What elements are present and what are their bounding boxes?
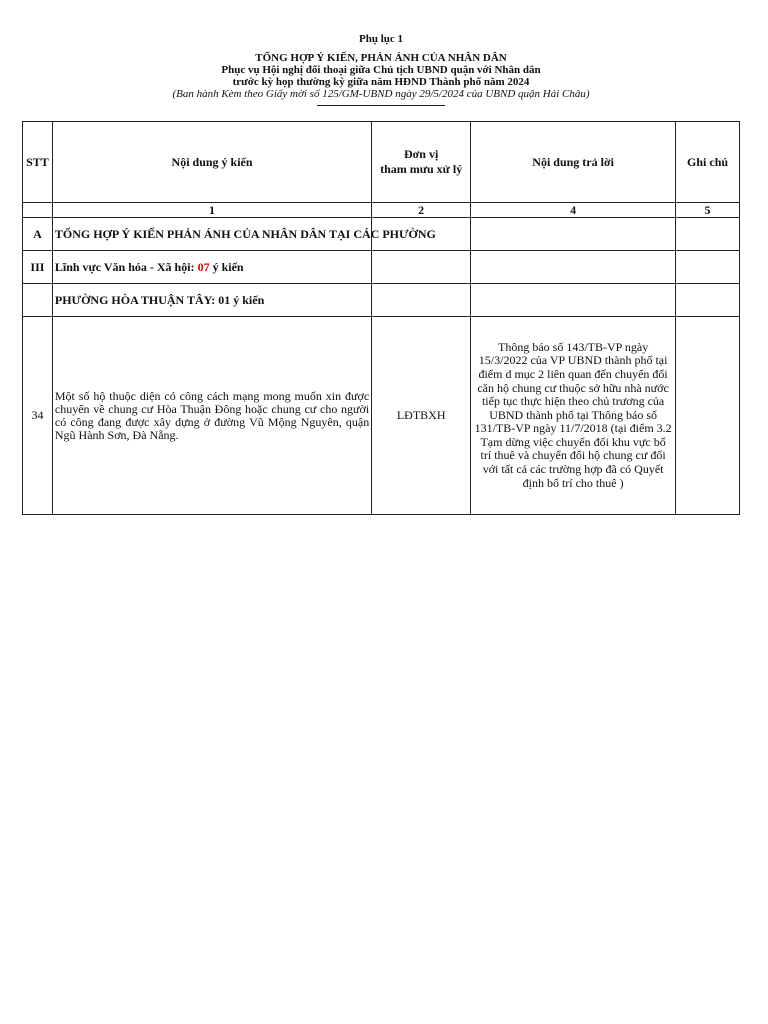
section-iii-unit bbox=[372, 251, 471, 284]
row-answer: Thông báo số 143/TB-VP ngày 15/3/2022 của VP UBND thành phố tại điểm d mục 2 liên quan đến chuyển đổi căn hộ chung cư thuộc sở hữu nhà nước tiếp tục thực hiện theo chủ trương của UBND thành phố tại Thông báo số 131/TB-VP ngày 11/7/2018 (tại điểm 3.2 Tạm dừng việc chuyển đổi khu vực bố trí thuê và chuyển đổi hộ chung cư đối với tất cả các trường hợp đã có Quyết định bố trí cho thuê ) bbox=[471, 317, 676, 515]
section-iii-count: 07 bbox=[197, 259, 210, 274]
row-content: Một số hộ thuộc diện có công cách mạng mong muốn xin được chuyển về chung cư Hòa Thuận Đông hoặc chung cư cho người có công đang được xây dựng ở đường Vũ Mộng Nguyên, quận Ngũ Hành Sơn, Đà Nẵng. bbox=[52, 317, 371, 515]
ward-text: PHƯỜNG HÒA THUẬN TÂY: 01 ý kiến bbox=[52, 284, 371, 317]
section-iii-stt: III bbox=[23, 251, 53, 284]
header-stt: STT bbox=[23, 122, 53, 203]
ward-note bbox=[676, 284, 740, 317]
document-header bbox=[0, 32, 762, 106]
section-iii-text bbox=[52, 251, 371, 284]
appendix-label: Phụ lục 1 bbox=[358, 33, 403, 45]
colnum-answer: 4 bbox=[471, 203, 676, 218]
header-unit-line2: tham mưu xử lý bbox=[380, 162, 463, 176]
document-subtitle-line1: Phục vụ Hội nghị đối thoại giữa Chủ tịch UBND quận với Nhân dân bbox=[221, 64, 541, 76]
column-number-row bbox=[23, 203, 740, 218]
row-note bbox=[676, 317, 740, 515]
header-content: Nội dung ý kiến bbox=[52, 122, 371, 203]
ward-stt bbox=[23, 284, 53, 317]
section-a-row bbox=[23, 218, 740, 251]
ward-row bbox=[23, 284, 740, 317]
header-answer: Nội dung trả lời bbox=[471, 122, 676, 203]
section-a-stt: A bbox=[23, 218, 53, 251]
header-note: Ghi chú bbox=[676, 122, 740, 203]
document-note: (Ban hành Kèm theo Giấy mời số 125/GM-UBND ngày 29/5/2024 của UBND quận Hải Châu) bbox=[172, 88, 590, 100]
row-stt: 34 bbox=[23, 317, 53, 515]
section-iii-prefix: Lĩnh vực Văn hóa - Xã hội: bbox=[54, 259, 198, 274]
header-divider bbox=[317, 105, 445, 106]
section-a-note bbox=[676, 218, 740, 251]
document-title: TỔNG HỢP Ý KIẾN, PHẢN ÁNH CỦA NHÂN DÂN bbox=[255, 52, 507, 64]
section-iii-suffix: ý kiến bbox=[209, 259, 244, 274]
header-unit-line1: Đơn vị bbox=[404, 147, 439, 161]
table-header-row bbox=[23, 122, 740, 203]
ward-answer bbox=[471, 284, 676, 317]
colnum-content: 1 bbox=[52, 203, 371, 218]
header-unit bbox=[372, 122, 471, 203]
section-a-text: TỔNG HỢP Ý KIẾN PHẢN ÁNH CỦA NHÂN DÂN TẠI CÁC PHƯỜNG bbox=[52, 218, 371, 251]
ward-unit bbox=[372, 284, 471, 317]
section-iii-answer bbox=[471, 251, 676, 284]
document-subtitle-line2: trước kỳ họp thường kỳ giữa năm HĐND Thành phố năm 2024 bbox=[232, 76, 530, 88]
colnum-unit: 2 bbox=[372, 203, 471, 218]
section-iii-note bbox=[676, 251, 740, 284]
colnum-note: 5 bbox=[676, 203, 740, 218]
section-iii-row bbox=[23, 251, 740, 284]
table-row bbox=[23, 317, 740, 515]
opinions-table bbox=[22, 121, 740, 515]
section-a-answer bbox=[471, 218, 676, 251]
row-unit: LĐTBXH bbox=[372, 317, 471, 515]
colnum-stt bbox=[23, 203, 53, 218]
